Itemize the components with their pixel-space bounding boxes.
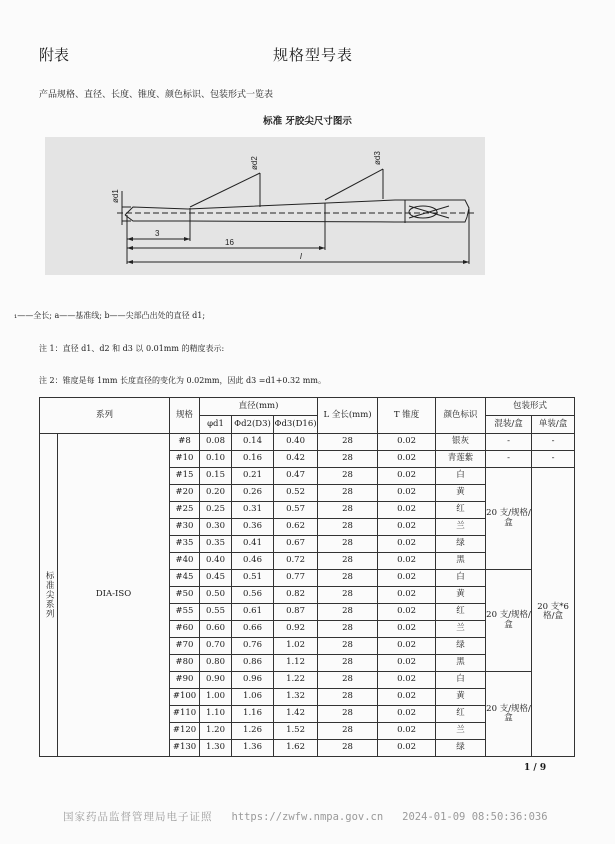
cell-mixed-dash: - — [486, 434, 532, 451]
cell-color: 白 — [436, 570, 486, 587]
cell-mixed-dash: - — [486, 451, 532, 468]
cell-length: 28 — [318, 604, 378, 621]
cell-spec: #40 — [170, 553, 200, 570]
cell-spec: #90 — [170, 672, 200, 689]
mixed-packaging-group: 20 支/规格/盒 — [486, 570, 532, 672]
cell-d1: 1.30 — [200, 740, 232, 757]
cell-taper: 0.02 — [378, 587, 436, 604]
cell-single-dash: - — [532, 451, 575, 468]
cell-color: 黄 — [436, 689, 486, 706]
cell-color: 银灰 — [436, 434, 486, 451]
cell-d1: 0.70 — [200, 638, 232, 655]
cell-d2: 1.06 — [232, 689, 274, 706]
cell-spec: #8 — [170, 434, 200, 451]
header-single: 单装/盒 — [532, 416, 575, 434]
cell-d3: 0.57 — [274, 502, 318, 519]
cell-d2: 0.31 — [232, 502, 274, 519]
cell-d2: 0.21 — [232, 468, 274, 485]
cell-single-dash: - — [532, 434, 575, 451]
cell-taper: 0.02 — [378, 723, 436, 740]
header-series: 系列 — [40, 398, 170, 434]
cell-taper: 0.02 — [378, 604, 436, 621]
cell-d2: 0.51 — [232, 570, 274, 587]
cell-length: 28 — [318, 689, 378, 706]
header-color: 颜色标识 — [436, 398, 486, 434]
cell-taper: 0.02 — [378, 434, 436, 451]
cell-taper: 0.02 — [378, 553, 436, 570]
cell-spec: #50 — [170, 587, 200, 604]
cell-length: 28 — [318, 655, 378, 672]
cell-taper: 0.02 — [378, 570, 436, 587]
footer-authority: 国家药品监督管理局电子证照 — [63, 811, 213, 823]
cell-taper: 0.02 — [378, 638, 436, 655]
cell-length: 28 — [318, 706, 378, 723]
cell-color: 绿 — [436, 638, 486, 655]
cell-spec: #30 — [170, 519, 200, 536]
cell-color: 兰 — [436, 519, 486, 536]
cell-color: 绿 — [436, 740, 486, 757]
cell-color: 兰 — [436, 621, 486, 638]
cell-d2: 0.96 — [232, 672, 274, 689]
cell-spec: #20 — [170, 485, 200, 502]
spec-table — [39, 397, 575, 757]
table-row — [40, 434, 575, 451]
cell-length: 28 — [318, 536, 378, 553]
cell-d1: 0.90 — [200, 672, 232, 689]
cell-d3: 0.62 — [274, 519, 318, 536]
cell-d3: 0.40 — [274, 434, 318, 451]
spec-table-body — [40, 434, 575, 757]
cell-spec: #130 — [170, 740, 200, 757]
cell-spec: #60 — [170, 621, 200, 638]
header-packaging: 包装形式 — [486, 398, 575, 416]
cell-taper: 0.02 — [378, 451, 436, 468]
cell-d1: 1.10 — [200, 706, 232, 723]
cell-length: 28 — [318, 451, 378, 468]
cell-color: 白 — [436, 672, 486, 689]
cell-d1: 0.20 — [200, 485, 232, 502]
cell-color: 绿 — [436, 536, 486, 553]
note-1: 注 1：直径 d1、d2 和 d3 以 0.01mm 的精度表示: — [39, 344, 225, 353]
appendix-label: 附表 — [39, 46, 70, 64]
cell-d3: 0.47 — [274, 468, 318, 485]
cell-d3: 1.42 — [274, 706, 318, 723]
header-diameter: 直径(mm) — [200, 398, 318, 416]
cell-d1: 0.50 — [200, 587, 232, 604]
cell-d2: 1.36 — [232, 740, 274, 757]
label-b: 16 — [225, 238, 234, 247]
cell-color: 黄 — [436, 587, 486, 604]
single-packaging-group: 20 支*6 格/盒 — [532, 468, 575, 757]
cell-d2: 0.41 — [232, 536, 274, 553]
footer-timestamp: 2024-01-09 08:50:36:036 — [402, 811, 548, 823]
label-l: l — [300, 252, 302, 261]
cell-d3: 0.87 — [274, 604, 318, 621]
gutta-percha-point-dimension-drawing — [45, 137, 485, 275]
cell-d2: 0.14 — [232, 434, 274, 451]
cell-length: 28 — [318, 740, 378, 757]
cell-spec: #45 — [170, 570, 200, 587]
cell-d1: 0.35 — [200, 536, 232, 553]
header-taper: T 锥度 — [378, 398, 436, 434]
cell-d3: 0.52 — [274, 485, 318, 502]
cell-color: 黑 — [436, 655, 486, 672]
cell-d2: 0.56 — [232, 587, 274, 604]
cell-taper: 0.02 — [378, 672, 436, 689]
cell-spec: #100 — [170, 689, 200, 706]
legend-note: ₁——全长; a——基准线; b——尖部凸出处的直径 d1; — [14, 311, 206, 320]
cell-d1: 0.55 — [200, 604, 232, 621]
footer-url: https://zwfw.nmpa.gov.cn — [231, 811, 384, 823]
header-length: L 全长(mm) — [318, 398, 378, 434]
cell-d1: 0.10 — [200, 451, 232, 468]
series-name: DIA-ISO — [58, 434, 170, 757]
cell-taper: 0.02 — [378, 536, 436, 553]
cell-taper: 0.02 — [378, 706, 436, 723]
cell-d2: 0.76 — [232, 638, 274, 655]
cell-d1: 0.30 — [200, 519, 232, 536]
cell-d2: 1.26 — [232, 723, 274, 740]
label-d2: ød2 — [250, 156, 259, 170]
header-d2: Φd2(D3) — [232, 416, 274, 434]
cell-length: 28 — [318, 570, 378, 587]
cell-d3: 1.22 — [274, 672, 318, 689]
cell-d3: 0.82 — [274, 587, 318, 604]
cell-d1: 0.25 — [200, 502, 232, 519]
cell-d2: 0.61 — [232, 604, 274, 621]
cell-taper: 0.02 — [378, 468, 436, 485]
cell-d1: 1.00 — [200, 689, 232, 706]
cell-color: 红 — [436, 502, 486, 519]
cell-spec: #110 — [170, 706, 200, 723]
cell-d3: 1.52 — [274, 723, 318, 740]
cell-taper: 0.02 — [378, 502, 436, 519]
cell-d1: 0.15 — [200, 468, 232, 485]
certificate-footer — [63, 809, 548, 824]
cell-length: 28 — [318, 434, 378, 451]
cell-spec: #120 — [170, 723, 200, 740]
cell-color: 红 — [436, 604, 486, 621]
header-d1: φd1 — [200, 416, 232, 434]
document-subtitle: 产品规格、直径、长度、锥度、颜色标识、包装形式一览表 — [39, 90, 274, 100]
document-title: 规格型号表 — [273, 46, 354, 64]
cell-spec: #55 — [170, 604, 200, 621]
cell-d3: 0.77 — [274, 570, 318, 587]
cell-taper: 0.02 — [378, 740, 436, 757]
cell-color: 白 — [436, 468, 486, 485]
cell-d2: 0.66 — [232, 621, 274, 638]
page-number: 1 / 9 — [524, 763, 547, 773]
cell-d1: 0.80 — [200, 655, 232, 672]
header-mixed: 混装/盒 — [486, 416, 532, 434]
cell-taper: 0.02 — [378, 621, 436, 638]
cell-taper: 0.02 — [378, 485, 436, 502]
cell-length: 28 — [318, 502, 378, 519]
cell-d3: 1.62 — [274, 740, 318, 757]
cell-spec: #70 — [170, 638, 200, 655]
cell-spec: #80 — [170, 655, 200, 672]
cell-d2: 0.26 — [232, 485, 274, 502]
cell-length: 28 — [318, 672, 378, 689]
series-group-label: 标准尖系列 — [40, 434, 58, 757]
note-2: 注 2：锥度是每 1mm 长度直径的变化为 0.02mm，因此 d3 =d1+0.32 mm。 — [39, 376, 326, 385]
cell-d1: 1.20 — [200, 723, 232, 740]
cell-d3: 0.72 — [274, 553, 318, 570]
cell-spec: #10 — [170, 451, 200, 468]
cell-color: 黑 — [436, 553, 486, 570]
cell-color: 兰 — [436, 723, 486, 740]
cell-d1: 0.40 — [200, 553, 232, 570]
drawing-title: 标准 牙胶尖尺寸图示 — [263, 116, 352, 127]
cell-length: 28 — [318, 553, 378, 570]
label-a: 3 — [155, 229, 160, 238]
cell-color: 青莲紫 — [436, 451, 486, 468]
header-d3: Φd3(D16) — [274, 416, 318, 434]
label-d1: ød1 — [111, 189, 120, 203]
cell-taper: 0.02 — [378, 689, 436, 706]
cell-length: 28 — [318, 587, 378, 604]
cell-d3: 1.02 — [274, 638, 318, 655]
mixed-packaging-group: 20 支/规格/盒 — [486, 468, 532, 570]
cell-d2: 0.16 — [232, 451, 274, 468]
cell-d2: 0.86 — [232, 655, 274, 672]
cell-spec: #15 — [170, 468, 200, 485]
cell-d3: 0.42 — [274, 451, 318, 468]
cell-spec: #25 — [170, 502, 200, 519]
cell-length: 28 — [318, 621, 378, 638]
cell-length: 28 — [318, 723, 378, 740]
cell-color: 红 — [436, 706, 486, 723]
cell-color: 黄 — [436, 485, 486, 502]
label-d3: ød3 — [373, 151, 382, 165]
cell-length: 28 — [318, 485, 378, 502]
cell-taper: 0.02 — [378, 655, 436, 672]
cell-length: 28 — [318, 519, 378, 536]
cell-d1: 0.45 — [200, 570, 232, 587]
cell-d3: 1.12 — [274, 655, 318, 672]
header-spec: 规格 — [170, 398, 200, 434]
mixed-packaging-group: 20 支/规格/盒 — [486, 672, 532, 757]
cell-taper: 0.02 — [378, 519, 436, 536]
cell-d2: 0.46 — [232, 553, 274, 570]
cell-d2: 0.36 — [232, 519, 274, 536]
cell-length: 28 — [318, 638, 378, 655]
cell-d3: 0.92 — [274, 621, 318, 638]
cell-spec: #35 — [170, 536, 200, 553]
cell-d1: 0.08 — [200, 434, 232, 451]
cell-length: 28 — [318, 468, 378, 485]
cell-d3: 1.32 — [274, 689, 318, 706]
cell-d2: 1.16 — [232, 706, 274, 723]
cell-d3: 0.67 — [274, 536, 318, 553]
cell-d1: 0.60 — [200, 621, 232, 638]
